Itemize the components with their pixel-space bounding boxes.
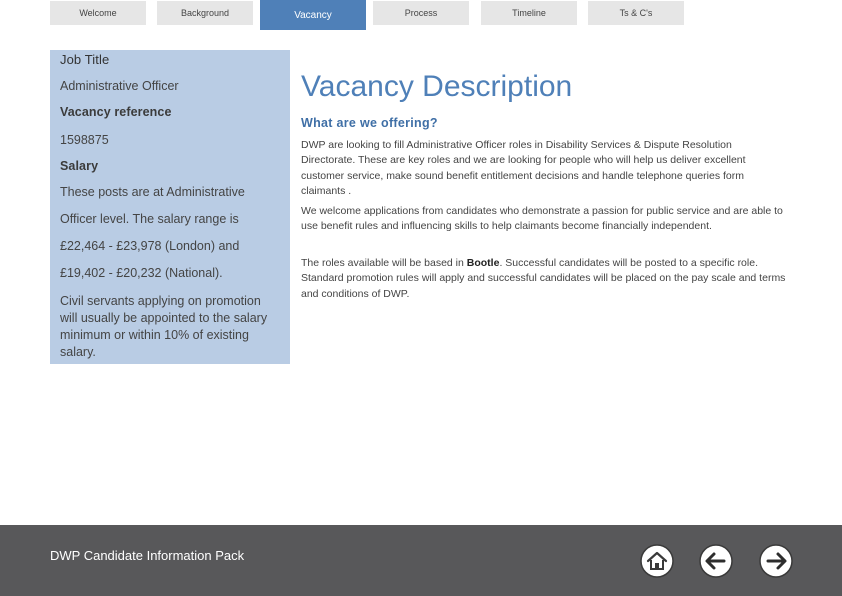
page-title: Vacancy Description	[301, 70, 573, 103]
salary-text-line-4: £19,402 - £20,232 (National).	[60, 266, 223, 280]
salary-text-line-1: These posts are at Administrative	[60, 185, 245, 199]
tab-welcome[interactable]: Welcome	[50, 1, 146, 25]
home-button[interactable]	[640, 544, 674, 578]
tab-vacancy[interactable]: Vacancy	[260, 0, 366, 30]
job-title-label: Job Title	[60, 52, 110, 67]
tab-background[interactable]: Background	[157, 1, 253, 25]
description-paragraph-3	[301, 256, 789, 302]
section-subheading: What are we offering?	[301, 116, 438, 130]
footer-bar	[0, 525, 842, 596]
job-summary-panel	[50, 50, 290, 364]
arrow-left-icon	[699, 544, 733, 578]
home-icon	[640, 544, 674, 578]
promotion-note: Civil servants applying on promotion will usually be appointed to the salary minimum or within 10% of existing salary.	[60, 294, 268, 359]
forward-button[interactable]	[759, 544, 793, 578]
location-bootle: Bootle	[466, 257, 500, 269]
tab-bar	[0, 0, 842, 31]
description-paragraph-1: DWP are looking to fill Administrative Officer roles in Disability Services & Dispute Resolution Directorate. These are key roles and we are looking for people who will help us deliver excellent customer service, make sound benefit entitlement decisions and handle telephone queries form claimants .	[301, 139, 746, 197]
tab-process[interactable]: Process	[373, 1, 469, 25]
description-paragraph-2: We welcome applications from candidates who demonstrate a passion for public service and are able to use benefit rules and influencing skills to help claimants become financially independent.	[301, 205, 783, 233]
salary-text-line-2: Officer level. The salary range is	[60, 212, 239, 226]
salary-text-line-3: £22,464 - £23,978 (London) and	[60, 239, 240, 253]
paragraph-3-text-start: The roles available will be based in	[301, 257, 467, 269]
paragraph-3-text-end: . Successful candidates will be posted to a specific role. Standard promotion rules will apply and successful candidates will be placed on the pay scale and terms and conditions of DWP.	[301, 257, 786, 300]
vacancy-reference-label: Vacancy reference	[60, 105, 172, 119]
back-button[interactable]	[699, 544, 733, 578]
arrow-right-icon	[759, 544, 793, 578]
tab-timeline[interactable]: Timeline	[481, 1, 577, 25]
job-title-value: Administrative Officer	[60, 79, 179, 93]
salary-label: Salary	[60, 159, 99, 173]
tab-terms[interactable]: Ts & C's	[588, 1, 684, 25]
vacancy-reference-value: 1598875	[60, 133, 109, 147]
footer-title: DWP Candidate Information Pack	[50, 548, 245, 563]
